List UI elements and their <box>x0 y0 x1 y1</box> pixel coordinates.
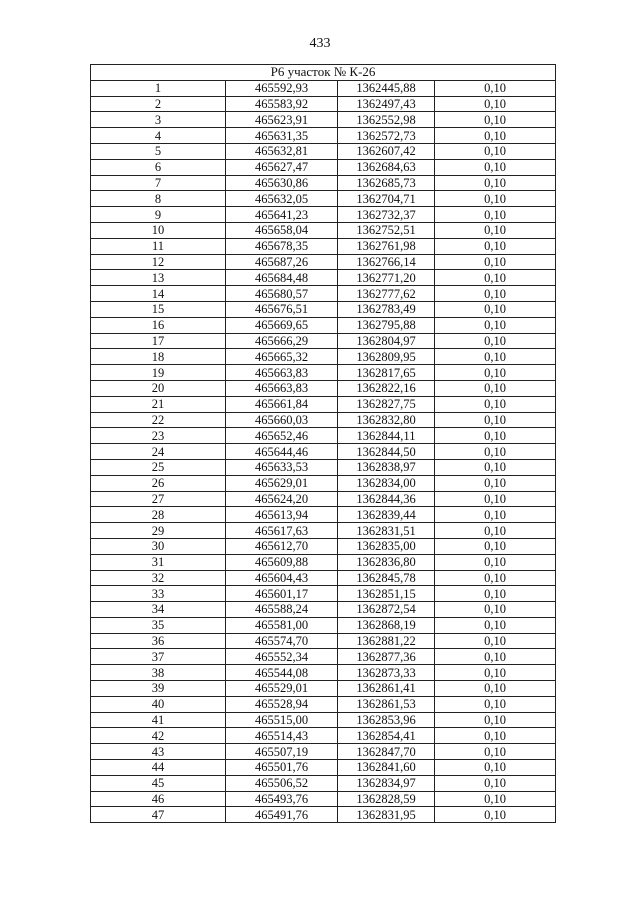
point-number-cell: 4 <box>91 128 226 144</box>
y-coordinate-cell: 1362844,11 <box>338 428 435 444</box>
table-row <box>91 365 556 381</box>
table-row <box>91 222 556 238</box>
accuracy-cell: 0,10 <box>435 491 556 507</box>
x-coordinate-cell: 465592,93 <box>226 80 338 96</box>
point-number-cell: 10 <box>91 222 226 238</box>
point-number-cell: 27 <box>91 491 226 507</box>
x-coordinate-cell: 465663,83 <box>226 380 338 396</box>
point-number-cell: 39 <box>91 681 226 697</box>
point-number-cell: 46 <box>91 791 226 807</box>
page-number: 433 <box>309 36 331 51</box>
accuracy-cell: 0,10 <box>435 238 556 254</box>
y-coordinate-cell: 1362822,16 <box>338 380 435 396</box>
point-number-cell: 15 <box>91 301 226 317</box>
x-coordinate-cell: 465574,70 <box>226 633 338 649</box>
table-row <box>91 554 556 570</box>
x-coordinate-cell: 465623,91 <box>226 112 338 128</box>
y-coordinate-cell: 1362834,97 <box>338 775 435 791</box>
y-coordinate-cell: 1362771,20 <box>338 270 435 286</box>
x-coordinate-cell: 465631,35 <box>226 128 338 144</box>
y-coordinate-cell: 1362552,98 <box>338 112 435 128</box>
y-coordinate-cell: 1362836,80 <box>338 554 435 570</box>
accuracy-cell: 0,10 <box>435 444 556 460</box>
table-row <box>91 617 556 633</box>
y-coordinate-cell: 1362607,42 <box>338 143 435 159</box>
y-coordinate-cell: 1362777,62 <box>338 286 435 302</box>
table-row <box>91 712 556 728</box>
table-row <box>91 286 556 302</box>
y-coordinate-cell: 1362854,41 <box>338 728 435 744</box>
accuracy-cell: 0,10 <box>435 633 556 649</box>
x-coordinate-cell: 465632,05 <box>226 191 338 207</box>
accuracy-cell: 0,10 <box>435 696 556 712</box>
point-number-cell: 16 <box>91 317 226 333</box>
x-coordinate-cell: 465544,08 <box>226 665 338 681</box>
y-coordinate-cell: 1362838,97 <box>338 459 435 475</box>
accuracy-cell: 0,10 <box>435 507 556 523</box>
accuracy-cell: 0,10 <box>435 175 556 191</box>
table-row <box>91 128 556 144</box>
y-coordinate-cell: 1362817,65 <box>338 365 435 381</box>
accuracy-cell: 0,10 <box>435 775 556 791</box>
y-coordinate-cell: 1362704,71 <box>338 191 435 207</box>
y-coordinate-cell: 1362809,95 <box>338 349 435 365</box>
x-coordinate-cell: 465612,70 <box>226 538 338 554</box>
coordinates-table <box>90 64 556 823</box>
y-coordinate-cell: 1362827,75 <box>338 396 435 412</box>
point-number-cell: 2 <box>91 96 226 112</box>
table-title-row <box>91 65 556 81</box>
point-number-cell: 6 <box>91 159 226 175</box>
y-coordinate-cell: 1362795,88 <box>338 317 435 333</box>
table-row <box>91 681 556 697</box>
table-row <box>91 538 556 554</box>
table-row <box>91 333 556 349</box>
table-row <box>91 412 556 428</box>
point-number-cell: 45 <box>91 775 226 791</box>
x-coordinate-cell: 465669,65 <box>226 317 338 333</box>
accuracy-cell: 0,10 <box>435 191 556 207</box>
table-row <box>91 238 556 254</box>
point-number-cell: 1 <box>91 80 226 96</box>
x-coordinate-cell: 465644,46 <box>226 444 338 460</box>
accuracy-cell: 0,10 <box>435 649 556 665</box>
accuracy-cell: 0,10 <box>435 80 556 96</box>
accuracy-cell: 0,10 <box>435 586 556 602</box>
x-coordinate-cell: 465609,88 <box>226 554 338 570</box>
accuracy-cell: 0,10 <box>435 159 556 175</box>
y-coordinate-cell: 1362877,36 <box>338 649 435 665</box>
y-coordinate-cell: 1362861,53 <box>338 696 435 712</box>
table-row <box>91 380 556 396</box>
table-row <box>91 491 556 507</box>
point-number-cell: 36 <box>91 633 226 649</box>
table-row <box>91 175 556 191</box>
x-coordinate-cell: 465678,35 <box>226 238 338 254</box>
table-row <box>91 744 556 760</box>
table-row <box>91 143 556 159</box>
accuracy-cell: 0,10 <box>435 286 556 302</box>
x-coordinate-cell: 465660,03 <box>226 412 338 428</box>
point-number-cell: 24 <box>91 444 226 460</box>
accuracy-cell: 0,10 <box>435 538 556 554</box>
accuracy-cell: 0,10 <box>435 380 556 396</box>
accuracy-cell: 0,10 <box>435 459 556 475</box>
x-coordinate-cell: 465613,94 <box>226 507 338 523</box>
x-coordinate-cell: 465501,76 <box>226 760 338 776</box>
y-coordinate-cell: 1362766,14 <box>338 254 435 270</box>
accuracy-cell: 0,10 <box>435 112 556 128</box>
table-row <box>91 459 556 475</box>
y-coordinate-cell: 1362804,97 <box>338 333 435 349</box>
point-number-cell: 13 <box>91 270 226 286</box>
x-coordinate-cell: 465552,34 <box>226 649 338 665</box>
accuracy-cell: 0,10 <box>435 143 556 159</box>
accuracy-cell: 0,10 <box>435 602 556 618</box>
accuracy-cell: 0,10 <box>435 554 556 570</box>
point-number-cell: 33 <box>91 586 226 602</box>
point-number-cell: 44 <box>91 760 226 776</box>
point-number-cell: 29 <box>91 523 226 539</box>
x-coordinate-cell: 465658,04 <box>226 222 338 238</box>
y-coordinate-cell: 1362761,98 <box>338 238 435 254</box>
x-coordinate-cell: 465661,84 <box>226 396 338 412</box>
table-row <box>91 96 556 112</box>
x-coordinate-cell: 465493,76 <box>226 791 338 807</box>
accuracy-cell: 0,10 <box>435 254 556 270</box>
point-number-cell: 37 <box>91 649 226 665</box>
y-coordinate-cell: 1362881,22 <box>338 633 435 649</box>
y-coordinate-cell: 1362445,88 <box>338 80 435 96</box>
y-coordinate-cell: 1362853,96 <box>338 712 435 728</box>
accuracy-cell: 0,10 <box>435 712 556 728</box>
x-coordinate-cell: 465630,86 <box>226 175 338 191</box>
y-coordinate-cell: 1362685,73 <box>338 175 435 191</box>
x-coordinate-cell: 465684,48 <box>226 270 338 286</box>
x-coordinate-cell: 465676,51 <box>226 301 338 317</box>
point-number-cell: 30 <box>91 538 226 554</box>
point-number-cell: 20 <box>91 380 226 396</box>
accuracy-cell: 0,10 <box>435 523 556 539</box>
y-coordinate-cell: 1362831,51 <box>338 523 435 539</box>
accuracy-cell: 0,10 <box>435 760 556 776</box>
accuracy-cell: 0,10 <box>435 317 556 333</box>
table-row <box>91 728 556 744</box>
x-coordinate-cell: 465666,29 <box>226 333 338 349</box>
accuracy-cell: 0,10 <box>435 396 556 412</box>
x-coordinate-cell: 465652,46 <box>226 428 338 444</box>
accuracy-cell: 0,10 <box>435 412 556 428</box>
y-coordinate-cell: 1362684,63 <box>338 159 435 175</box>
point-number-cell: 23 <box>91 428 226 444</box>
y-coordinate-cell: 1362851,15 <box>338 586 435 602</box>
table-row <box>91 270 556 286</box>
accuracy-cell: 0,10 <box>435 791 556 807</box>
table-row <box>91 301 556 317</box>
table-row <box>91 586 556 602</box>
point-number-cell: 3 <box>91 112 226 128</box>
point-number-cell: 22 <box>91 412 226 428</box>
y-coordinate-cell: 1362844,50 <box>338 444 435 460</box>
y-coordinate-cell: 1362828,59 <box>338 791 435 807</box>
y-coordinate-cell: 1362872,54 <box>338 602 435 618</box>
x-coordinate-cell: 465617,63 <box>226 523 338 539</box>
accuracy-cell: 0,10 <box>435 744 556 760</box>
x-coordinate-cell: 465680,57 <box>226 286 338 302</box>
x-coordinate-cell: 465633,53 <box>226 459 338 475</box>
accuracy-cell: 0,10 <box>435 728 556 744</box>
point-number-cell: 7 <box>91 175 226 191</box>
point-number-cell: 18 <box>91 349 226 365</box>
accuracy-cell: 0,10 <box>435 207 556 223</box>
y-coordinate-cell: 1362783,49 <box>338 301 435 317</box>
point-number-cell: 19 <box>91 365 226 381</box>
table-row <box>91 523 556 539</box>
y-coordinate-cell: 1362847,70 <box>338 744 435 760</box>
point-number-cell: 28 <box>91 507 226 523</box>
x-coordinate-cell: 465641,23 <box>226 207 338 223</box>
accuracy-cell: 0,10 <box>435 365 556 381</box>
point-number-cell: 41 <box>91 712 226 728</box>
accuracy-cell: 0,10 <box>435 128 556 144</box>
x-coordinate-cell: 465491,76 <box>226 807 338 823</box>
table-row <box>91 807 556 823</box>
point-number-cell: 43 <box>91 744 226 760</box>
x-coordinate-cell: 465529,01 <box>226 681 338 697</box>
point-number-cell: 47 <box>91 807 226 823</box>
x-coordinate-cell: 465687,26 <box>226 254 338 270</box>
point-number-cell: 21 <box>91 396 226 412</box>
x-coordinate-cell: 465581,00 <box>226 617 338 633</box>
y-coordinate-cell: 1362832,80 <box>338 412 435 428</box>
point-number-cell: 26 <box>91 475 226 491</box>
y-coordinate-cell: 1362845,78 <box>338 570 435 586</box>
x-coordinate-cell: 465514,43 <box>226 728 338 744</box>
x-coordinate-cell: 465507,19 <box>226 744 338 760</box>
x-coordinate-cell: 465528,94 <box>226 696 338 712</box>
point-number-cell: 5 <box>91 143 226 159</box>
y-coordinate-cell: 1362752,51 <box>338 222 435 238</box>
y-coordinate-cell: 1362732,37 <box>338 207 435 223</box>
y-coordinate-cell: 1362572,73 <box>338 128 435 144</box>
y-coordinate-cell: 1362841,60 <box>338 760 435 776</box>
table-row <box>91 475 556 491</box>
table-row <box>91 791 556 807</box>
y-coordinate-cell: 1362844,36 <box>338 491 435 507</box>
point-number-cell: 42 <box>91 728 226 744</box>
table-row <box>91 602 556 618</box>
table-title: Р6 участок № К-26 <box>91 65 556 81</box>
x-coordinate-cell: 465601,17 <box>226 586 338 602</box>
y-coordinate-cell: 1362834,00 <box>338 475 435 491</box>
x-coordinate-cell: 465629,01 <box>226 475 338 491</box>
point-number-cell: 32 <box>91 570 226 586</box>
x-coordinate-cell: 465515,00 <box>226 712 338 728</box>
table-row <box>91 80 556 96</box>
y-coordinate-cell: 1362835,00 <box>338 538 435 554</box>
accuracy-cell: 0,10 <box>435 301 556 317</box>
accuracy-cell: 0,10 <box>435 270 556 286</box>
point-number-cell: 31 <box>91 554 226 570</box>
accuracy-cell: 0,10 <box>435 475 556 491</box>
table-row <box>91 570 556 586</box>
table-row <box>91 696 556 712</box>
y-coordinate-cell: 1362831,95 <box>338 807 435 823</box>
x-coordinate-cell: 465665,32 <box>226 349 338 365</box>
point-number-cell: 9 <box>91 207 226 223</box>
x-coordinate-cell: 465632,81 <box>226 143 338 159</box>
y-coordinate-cell: 1362839,44 <box>338 507 435 523</box>
table-row <box>91 760 556 776</box>
x-coordinate-cell: 465663,83 <box>226 365 338 381</box>
table-row <box>91 349 556 365</box>
coordinates-table-body <box>91 65 556 823</box>
table-row <box>91 159 556 175</box>
table-row <box>91 317 556 333</box>
accuracy-cell: 0,10 <box>435 617 556 633</box>
accuracy-cell: 0,10 <box>435 570 556 586</box>
point-number-cell: 40 <box>91 696 226 712</box>
x-coordinate-cell: 465506,52 <box>226 775 338 791</box>
x-coordinate-cell: 465588,24 <box>226 602 338 618</box>
point-number-cell: 11 <box>91 238 226 254</box>
table-row <box>91 191 556 207</box>
x-coordinate-cell: 465627,47 <box>226 159 338 175</box>
point-number-cell: 8 <box>91 191 226 207</box>
point-number-cell: 14 <box>91 286 226 302</box>
x-coordinate-cell: 465583,92 <box>226 96 338 112</box>
table-row <box>91 396 556 412</box>
accuracy-cell: 0,10 <box>435 807 556 823</box>
table-row <box>91 665 556 681</box>
table-row <box>91 112 556 128</box>
accuracy-cell: 0,10 <box>435 349 556 365</box>
table-row <box>91 649 556 665</box>
point-number-cell: 38 <box>91 665 226 681</box>
table-row <box>91 428 556 444</box>
table-row <box>91 775 556 791</box>
y-coordinate-cell: 1362861,41 <box>338 681 435 697</box>
table-row <box>91 444 556 460</box>
point-number-cell: 12 <box>91 254 226 270</box>
y-coordinate-cell: 1362497,43 <box>338 96 435 112</box>
table-row <box>91 507 556 523</box>
point-number-cell: 25 <box>91 459 226 475</box>
point-number-cell: 35 <box>91 617 226 633</box>
table-row <box>91 207 556 223</box>
accuracy-cell: 0,10 <box>435 665 556 681</box>
y-coordinate-cell: 1362873,33 <box>338 665 435 681</box>
y-coordinate-cell: 1362868,19 <box>338 617 435 633</box>
accuracy-cell: 0,10 <box>435 681 556 697</box>
accuracy-cell: 0,10 <box>435 428 556 444</box>
point-number-cell: 17 <box>91 333 226 349</box>
table-row <box>91 633 556 649</box>
point-number-cell: 34 <box>91 602 226 618</box>
accuracy-cell: 0,10 <box>435 222 556 238</box>
x-coordinate-cell: 465624,20 <box>226 491 338 507</box>
x-coordinate-cell: 465604,43 <box>226 570 338 586</box>
accuracy-cell: 0,10 <box>435 96 556 112</box>
accuracy-cell: 0,10 <box>435 333 556 349</box>
table-row <box>91 254 556 270</box>
